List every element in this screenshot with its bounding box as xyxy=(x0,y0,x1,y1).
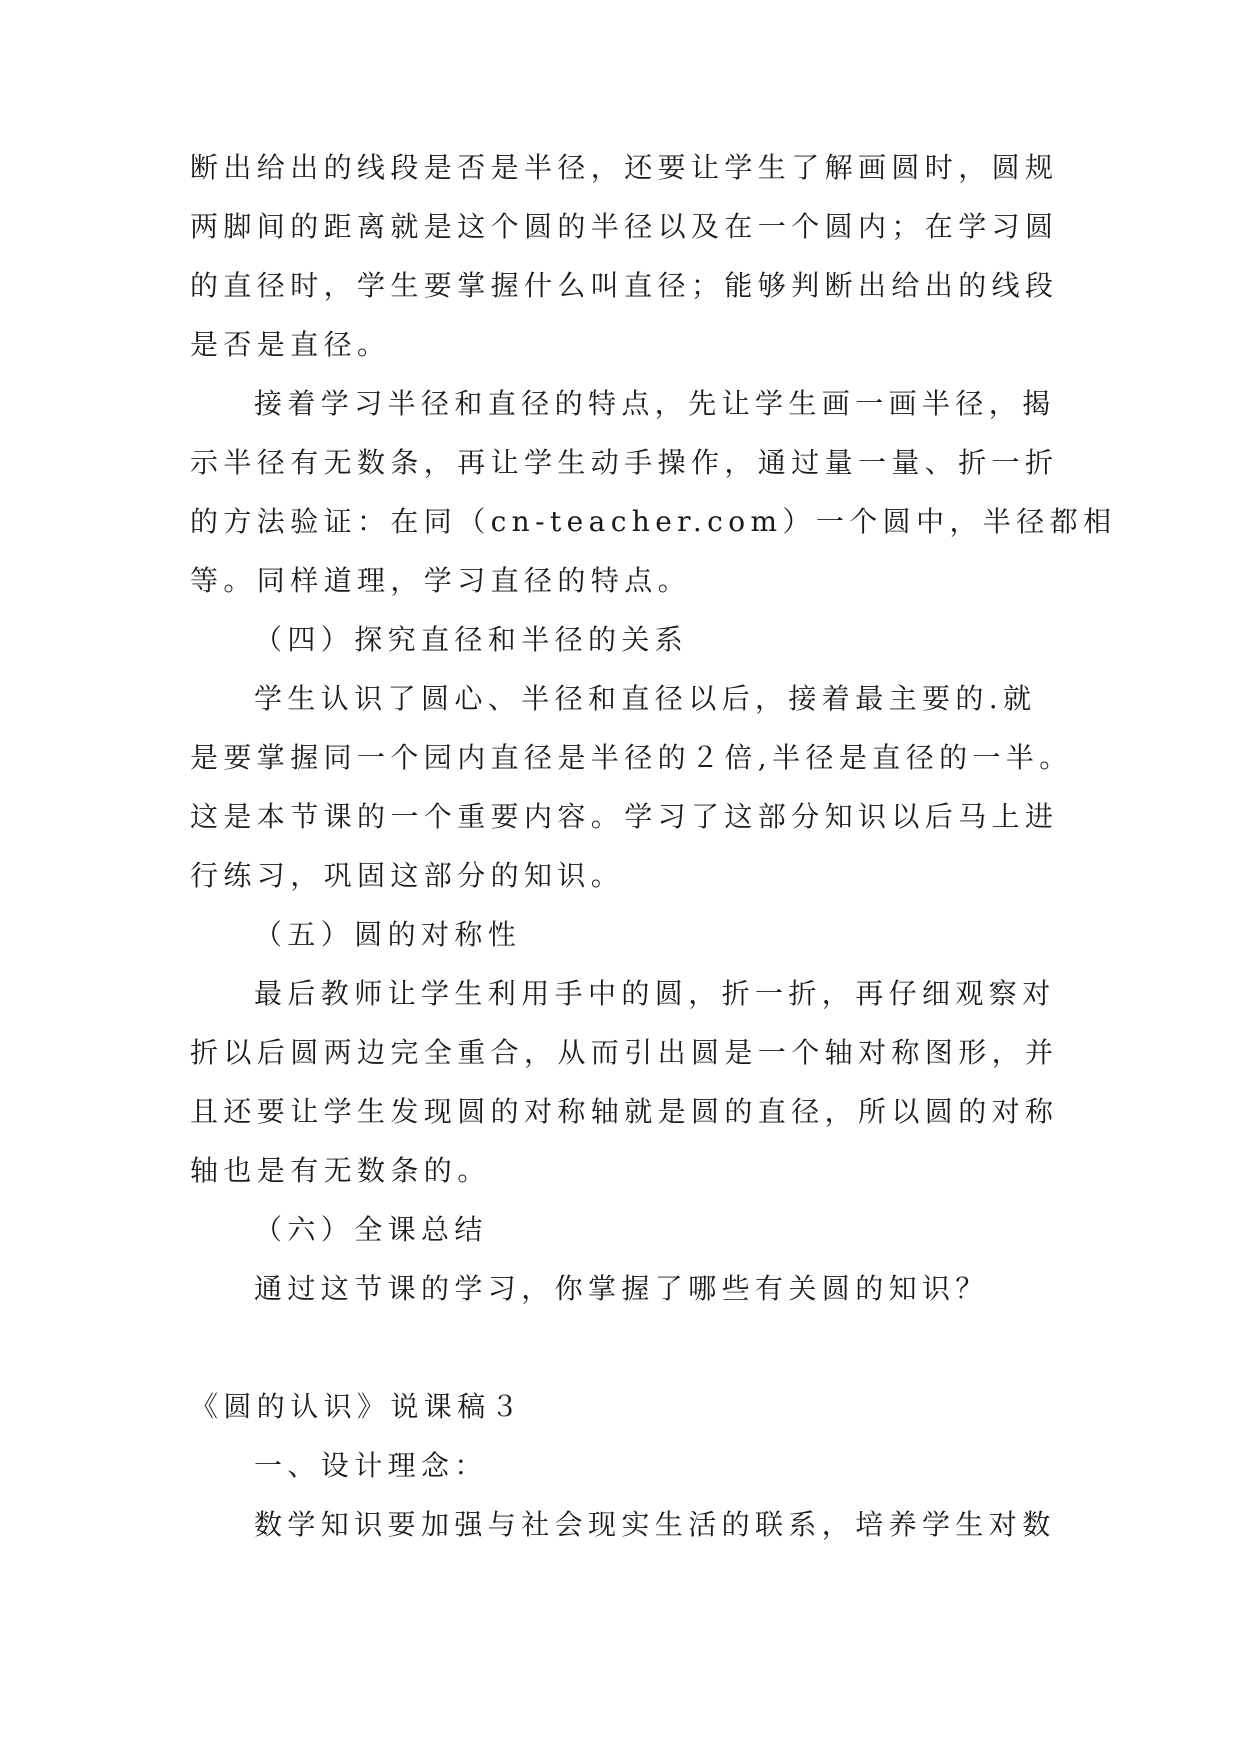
section-heading: 一、设计理念： xyxy=(254,1449,488,1482)
paragraph-line: 数学知识要加强与社会现实生活的联系，培养学生对数 xyxy=(254,1508,1056,1541)
section-heading: （五）圆的对称性 xyxy=(254,918,522,951)
paragraph-line: 断出给出的线段是否是半径，还要让学生了解画圆时，圆规 xyxy=(190,151,1059,184)
paragraph-line: 学生认识了圆心、半径和直径以后，接着最主要的.就 xyxy=(254,682,1037,715)
paragraph-line: 示半径有无数条，再让学生动手操作，通过量一量、折一折 xyxy=(190,446,1059,479)
paragraph-line: 是要掌握同一个园内直径是半径的２倍,半径是直径的一半。 xyxy=(190,741,1073,774)
paragraph-line: 折以后圆两边完全重合，从而引出圆是一个轴对称图形，并 xyxy=(190,1036,1059,1069)
paragraph-line: 最后教师让学生利用手中的圆，折一折，再仔细观察对 xyxy=(254,977,1056,1010)
paragraph-line: 且还要让学生发现圆的对称轴就是圆的直径，所以圆的对称 xyxy=(190,1095,1059,1128)
paragraph-line: 这是本节课的一个重要内容。学习了这部分知识以后马上进 xyxy=(190,800,1059,833)
paragraph-line: 等。同样道理，学习直径的特点。 xyxy=(190,564,692,597)
section-heading: （六）全课总结 xyxy=(254,1213,488,1246)
paragraph-line: 行练习，巩固这部分的知识。 xyxy=(190,859,625,892)
paragraph-line: 的方法验证：在同（cn-teacher.com）一个圆中，半径都相 xyxy=(190,505,1117,538)
document-title: 《圆的认识》说课稿３ xyxy=(190,1390,525,1423)
paragraph-line: 两脚间的距离就是这个圆的半径以及在一个圆内；在学习圆 xyxy=(190,210,1059,243)
paragraph-line: 的直径时，学生要掌握什么叫直径；能够判断出给出的线段 xyxy=(190,269,1059,302)
paragraph-line: 通过这节课的学习，你掌握了哪些有关圆的知识？ xyxy=(254,1272,989,1305)
section-heading: （四）探究直径和半径的关系 xyxy=(254,623,689,656)
paragraph-line: 是否是直径。 xyxy=(190,328,391,361)
paragraph-line: 接着学习半径和直径的特点，先让学生画一画半径，揭 xyxy=(254,387,1056,420)
paragraph-line: 轴也是有无数条的。 xyxy=(190,1154,491,1187)
